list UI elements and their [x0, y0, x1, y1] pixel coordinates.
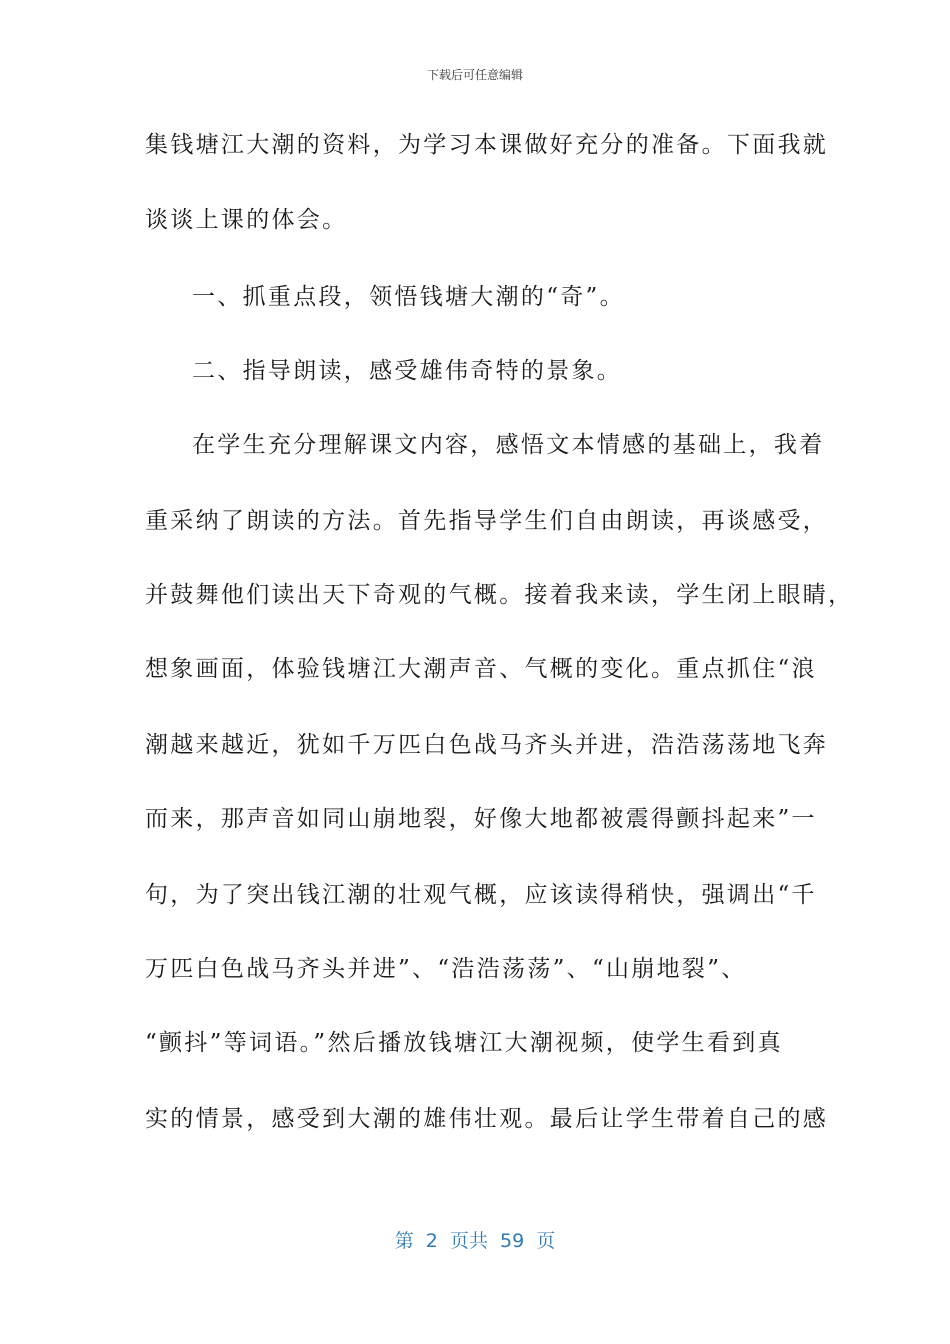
text-line: 万匹白色战马齐头并进”、“浩浩荡荡”、“山崩地裂”、: [145, 956, 747, 982]
text-line: 想象画面，体验钱塘江大潮声音、气概的变化。重点抓住“浪: [145, 656, 817, 682]
text-line: 句，为了突出钱江潮的壮观气概，应该读得稍快，强调出“千: [145, 882, 817, 908]
text-line: 并鼓舞他们读出天下奇观的气概。接着我来读，学生闭上眼睛，: [145, 582, 854, 608]
text-line: 实的情景，感受到大潮的雄伟壮观。最后让学生带着自己的感: [145, 1106, 829, 1132]
page-number-footer: 第 2 页共 59 页: [394, 1230, 556, 1252]
text-line: 集钱塘江大潮的资料，为学习本课做好充分的准备。下面我就: [145, 132, 829, 158]
text-line: 在学生充分理解课文内容，感悟文本情感的基础上，我着: [192, 432, 825, 458]
text-line: 潮越来越近，犹如千万匹白色战马齐头并进，浩浩荡荡地飞奔: [145, 732, 829, 758]
text-line: 重采纳了朗读的方法。首先指导学生们自由朗读，再谈感受，: [145, 508, 829, 534]
text-line: “颤抖”等词语。”然后播放钱塘江大潮视频，使学生看到真: [145, 1030, 783, 1056]
text-line: 而来，那声音如同山崩地裂，好像大地都被震得颤抖起来”一: [145, 806, 817, 832]
text-line: 二、指导朗读，感受雄伟奇特的景象。: [192, 358, 623, 384]
page-header: 下载后可任意编辑: [426, 68, 523, 82]
text-line: 一、抓重点段，领悟钱塘大潮的“奇”。: [192, 284, 625, 310]
text-line: 谈谈上课的体会。: [145, 207, 348, 233]
